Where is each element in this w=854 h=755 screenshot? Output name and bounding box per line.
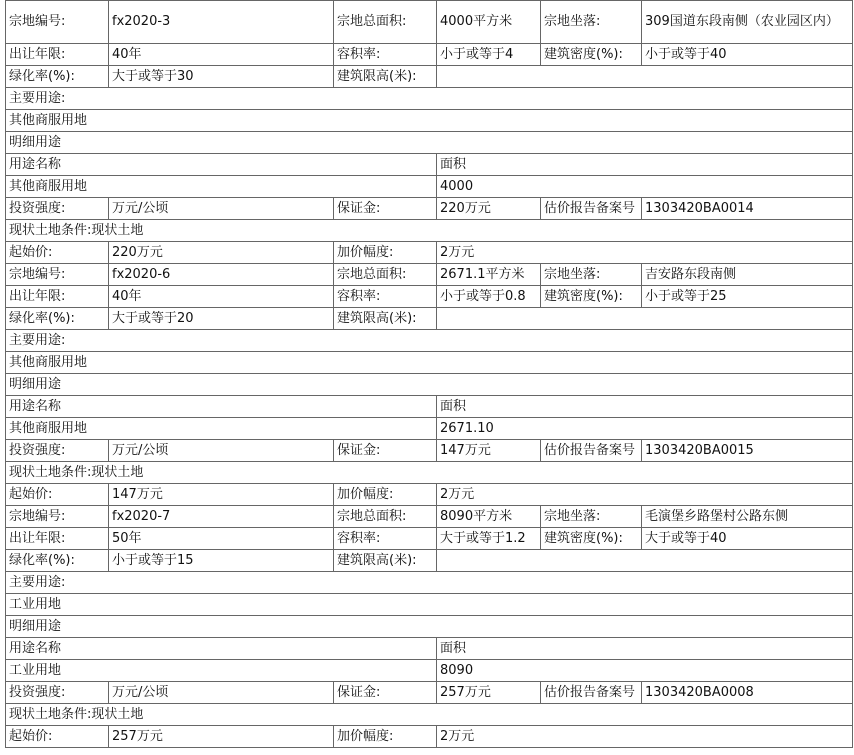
total-area-label: 宗地总面积:: [334, 264, 437, 286]
deposit-label: 保证金:: [334, 682, 437, 704]
increment-value: 2万元: [437, 484, 853, 506]
start-price-label: 起始价:: [6, 726, 109, 748]
plot-ratio-value: 小于或等于4: [437, 44, 541, 66]
main-use-value: 工业用地: [6, 594, 853, 616]
deposit-label: 保证金:: [334, 198, 437, 220]
status-cell: [6, 704, 853, 726]
green-rate-label: 绿化率(%):: [6, 550, 109, 572]
use-name-value: 其他商服用地: [6, 418, 437, 440]
report-no-value: 1303420BA0014: [642, 198, 853, 220]
parcel-no-value: fx2020-6: [109, 264, 334, 286]
plot-ratio-value: 大于或等于1.2: [437, 528, 541, 550]
green-rate-label: 绿化率(%):: [6, 66, 109, 88]
plot-ratio-label: 容积率:: [334, 286, 437, 308]
invest-value: 万元/公顷: [109, 682, 334, 704]
parcel-3-row-use-header: [6, 638, 853, 660]
total-area-value: 4000平方米: [437, 1, 541, 44]
invest-label: 投资强度:: [6, 198, 109, 220]
use-name-header: 用途名称: [6, 154, 437, 176]
main-use-value: 其他商服用地: [6, 352, 853, 374]
height-limit-value: [437, 308, 853, 330]
parcel-1-row-main-use-value: [6, 110, 853, 132]
parcel-1-row-use-header: [6, 154, 853, 176]
status-cell: [6, 220, 853, 242]
parcel-1-row-main-use-label: [6, 88, 853, 110]
parcel-3-row-basic: [6, 506, 853, 528]
parcel-no-label: 宗地编号:: [6, 506, 109, 528]
area-header: 面积: [437, 154, 853, 176]
parcel-3-row-invest: [6, 682, 853, 704]
parcel-no-value: fx2020-3: [109, 1, 334, 44]
parcel-3-row-term: [6, 528, 853, 550]
location-label: 宗地坐落:: [541, 264, 642, 286]
status-cell: [6, 462, 853, 484]
invest-label: 投资强度:: [6, 682, 109, 704]
invest-value: 万元/公顷: [109, 440, 334, 462]
parcel-3-row-main-use-label: [6, 572, 853, 594]
report-no-label: 估价报告备案号: [541, 682, 642, 704]
use-name-header: 用途名称: [6, 638, 437, 660]
parcel-2-row-green: [6, 308, 853, 330]
parcel-2-row-invest: [6, 440, 853, 462]
parcel-1-row-invest: [6, 198, 853, 220]
increment-label: 加价幅度:: [334, 242, 437, 264]
location-value: 309国道东段南侧（农业园区内）: [642, 1, 853, 44]
parcel-3-row-main-use-value: [6, 594, 853, 616]
parcel-3-row-detail-use: [6, 616, 853, 638]
parcel-2-row-term: [6, 286, 853, 308]
term-label: 出让年限:: [6, 44, 109, 66]
total-area-value: 2671.1平方米: [437, 264, 541, 286]
status-label: 现状土地条件:: [9, 706, 92, 722]
parcel-2-row-use-header: [6, 396, 853, 418]
parcel-no-value: fx2020-7: [109, 506, 334, 528]
height-limit-label: 建筑限高(米):: [334, 308, 437, 330]
parcel-2-row-main-use-label: [6, 330, 853, 352]
parcel-1-row-detail-use: [6, 132, 853, 154]
invest-value: 万元/公顷: [109, 198, 334, 220]
start-price-label: 起始价:: [6, 484, 109, 506]
green-rate-label: 绿化率(%):: [6, 308, 109, 330]
increment-value: 2万元: [437, 726, 853, 748]
area-header: 面积: [437, 396, 853, 418]
report-no-label: 估价报告备案号: [541, 440, 642, 462]
report-no-value: 1303420BA0008: [642, 682, 853, 704]
detail-use-label: 明细用途: [6, 374, 853, 396]
parcel-no-label: 宗地编号:: [6, 264, 109, 286]
deposit-value: 257万元: [437, 682, 541, 704]
start-price-value: 257万元: [109, 726, 334, 748]
density-value: 小于或等于25: [642, 286, 853, 308]
term-value: 40年: [109, 44, 334, 66]
term-value: 50年: [109, 528, 334, 550]
main-use-label: 主要用途:: [6, 330, 853, 352]
main-use-label: 主要用途:: [6, 88, 853, 110]
parcel-table: [5, 0, 853, 748]
use-name-value: 工业用地: [6, 660, 437, 682]
deposit-value: 220万元: [437, 198, 541, 220]
term-label: 出让年限:: [6, 286, 109, 308]
main-use-value: 其他商服用地: [6, 110, 853, 132]
height-limit-value: [437, 66, 853, 88]
parcel-1-row-price: [6, 242, 853, 264]
location-value: 毛演堡乡路堡村公路东侧: [642, 506, 853, 528]
deposit-value: 147万元: [437, 440, 541, 462]
parcel-3-row-status: [6, 704, 853, 726]
area-header: 面积: [437, 638, 853, 660]
plot-ratio-value: 小于或等于0.8: [437, 286, 541, 308]
location-value: 吉安路东段南侧: [642, 264, 853, 286]
parcel-3-row-price: [6, 726, 853, 748]
parcel-no-label: 宗地编号:: [6, 1, 109, 44]
density-label: 建筑密度(%):: [541, 528, 642, 550]
increment-value: 2万元: [437, 242, 853, 264]
total-area-label: 宗地总面积:: [334, 506, 437, 528]
parcel-2-row-detail-use: [6, 374, 853, 396]
green-rate-value: 大于或等于30: [109, 66, 334, 88]
height-limit-value: [437, 550, 853, 572]
parcel-1-row-use-data: [6, 176, 853, 198]
deposit-label: 保证金:: [334, 440, 437, 462]
use-name-value: 其他商服用地: [6, 176, 437, 198]
plot-ratio-label: 容积率:: [334, 528, 437, 550]
height-limit-label: 建筑限高(米):: [334, 66, 437, 88]
parcel-1-row-status: [6, 220, 853, 242]
density-value: 小于或等于40: [642, 44, 853, 66]
parcel-3-row-green: [6, 550, 853, 572]
parcel-1-row-basic: [6, 1, 853, 44]
density-value: 大于或等于40: [642, 528, 853, 550]
increment-label: 加价幅度:: [334, 726, 437, 748]
green-rate-value: 小于或等于15: [109, 550, 334, 572]
start-price-value: 220万元: [109, 242, 334, 264]
start-price-label: 起始价:: [6, 242, 109, 264]
increment-label: 加价幅度:: [334, 484, 437, 506]
status-value: 现状土地: [91, 222, 144, 238]
use-name-header: 用途名称: [6, 396, 437, 418]
detail-use-label: 明细用途: [6, 132, 853, 154]
status-value: 现状土地: [91, 464, 144, 480]
area-value: 4000: [437, 176, 853, 198]
status-label: 现状土地条件:: [9, 222, 92, 238]
parcel-1-row-green: [6, 66, 853, 88]
area-value: 8090: [437, 660, 853, 682]
parcel-2-row-price: [6, 484, 853, 506]
total-area-value: 8090平方米: [437, 506, 541, 528]
invest-label: 投资强度:: [6, 440, 109, 462]
height-limit-label: 建筑限高(米):: [334, 550, 437, 572]
area-value: 2671.10: [437, 418, 853, 440]
plot-ratio-label: 容积率:: [334, 44, 437, 66]
parcel-2-row-basic: [6, 264, 853, 286]
parcel-1-row-term: [6, 44, 853, 66]
report-no-label: 估价报告备案号: [541, 198, 642, 220]
start-price-value: 147万元: [109, 484, 334, 506]
detail-use-label: 明细用途: [6, 616, 853, 638]
status-value: 现状土地: [91, 706, 144, 722]
parcel-2-row-status: [6, 462, 853, 484]
parcel-2-row-use-data: [6, 418, 853, 440]
parcel-2-row-main-use-value: [6, 352, 853, 374]
density-label: 建筑密度(%):: [541, 286, 642, 308]
term-label: 出让年限:: [6, 528, 109, 550]
green-rate-value: 大于或等于20: [109, 308, 334, 330]
status-label: 现状土地条件:: [9, 464, 92, 480]
report-no-value: 1303420BA0015: [642, 440, 853, 462]
location-label: 宗地坐落:: [541, 1, 642, 44]
main-use-label: 主要用途:: [6, 572, 853, 594]
parcel-3-row-use-data: [6, 660, 853, 682]
term-value: 40年: [109, 286, 334, 308]
total-area-label: 宗地总面积:: [334, 1, 437, 44]
location-label: 宗地坐落:: [541, 506, 642, 528]
density-label: 建筑密度(%):: [541, 44, 642, 66]
